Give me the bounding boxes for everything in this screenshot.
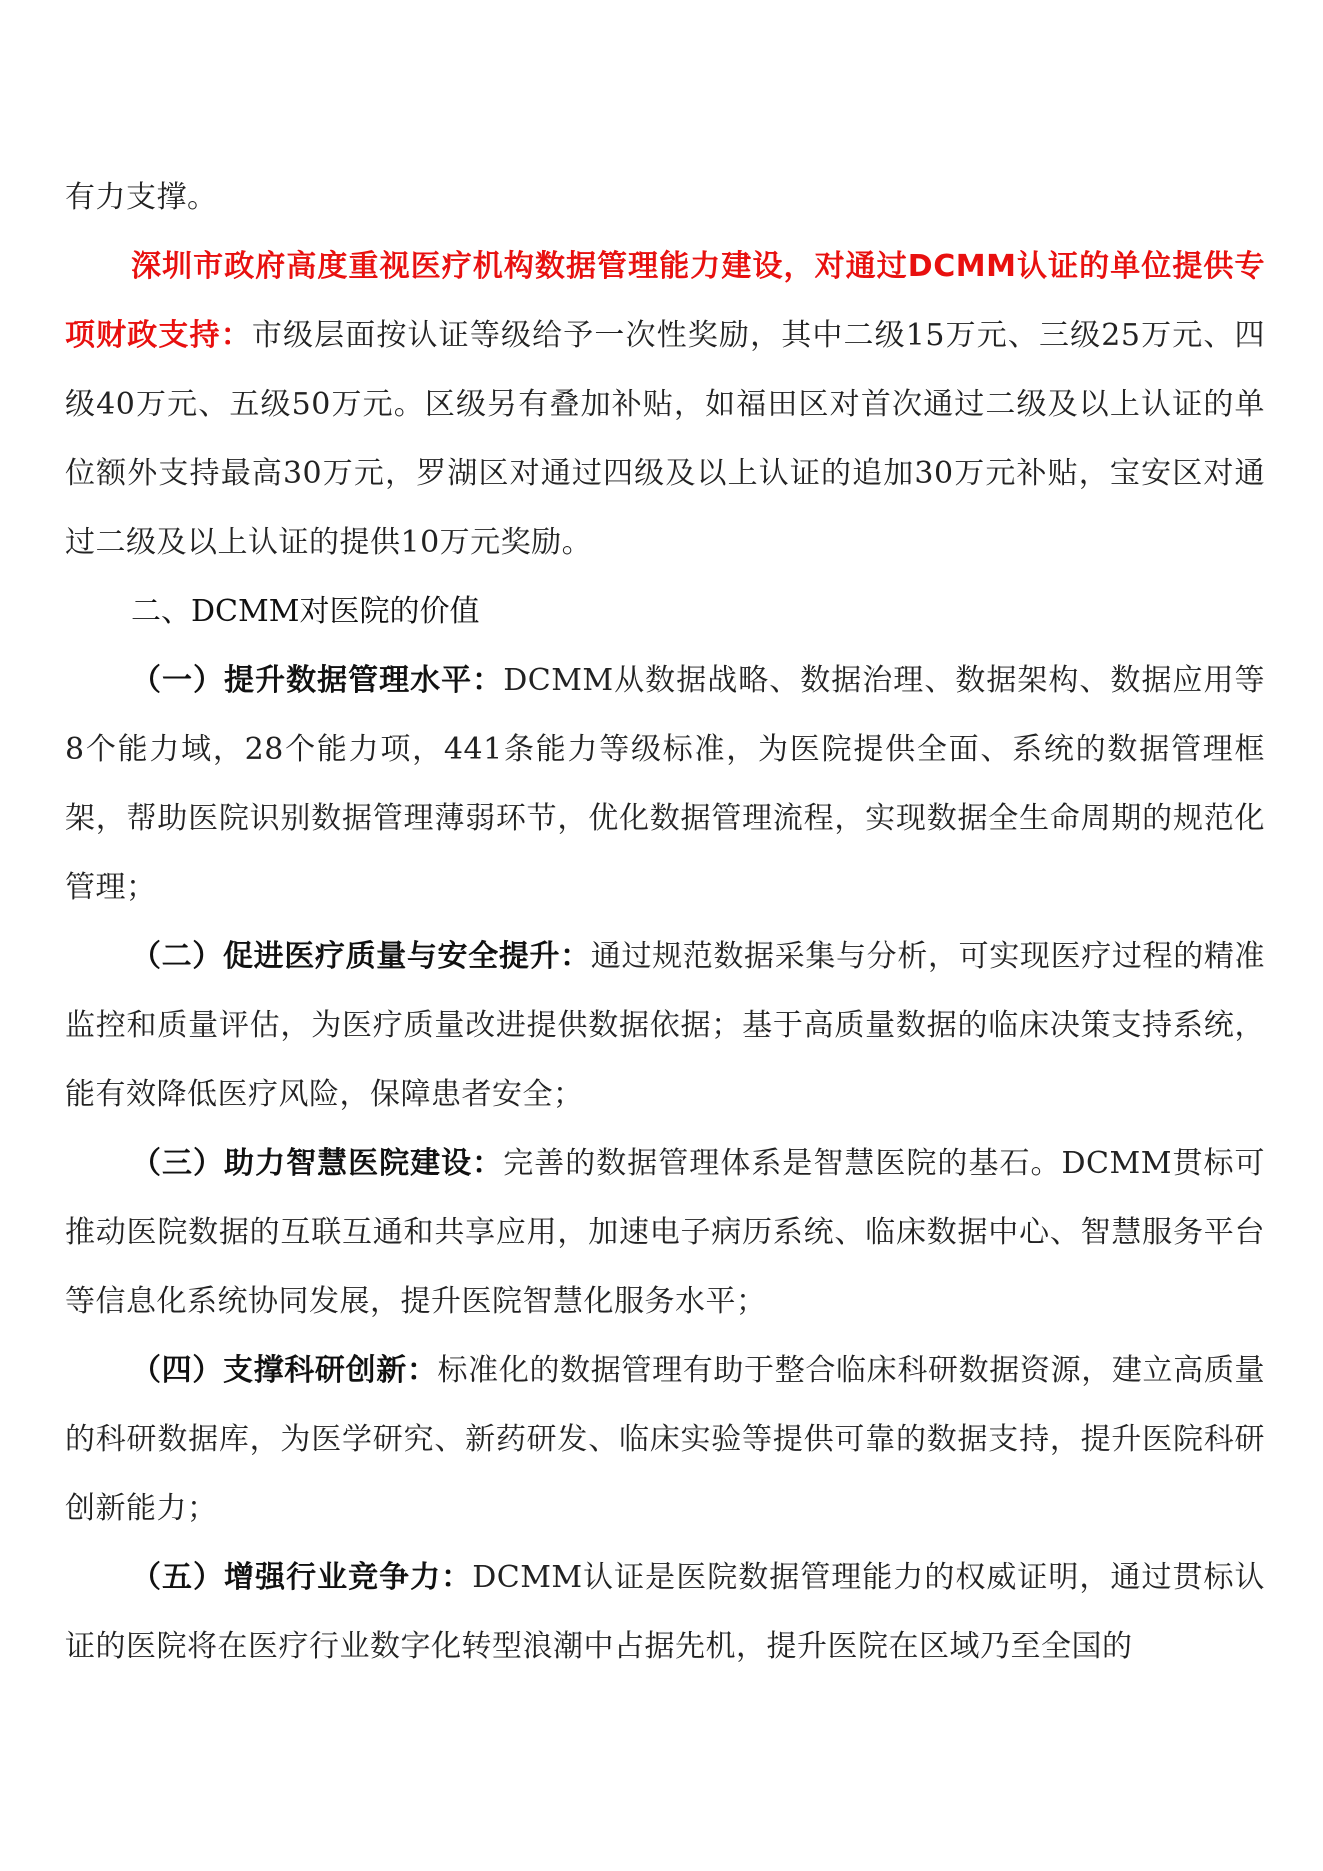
highlighted-lead-sentence: 深圳市政府高度重视医疗机构数据管理能力建设，对通过DCMM认证的单位提供专项财政支持：	[65, 249, 1265, 353]
value-item-2	[65, 922, 1265, 1129]
item-text: DCMM认证是医院数据管理能力的权威证明，通过贯标认证的医院将在医疗行业数字化转型浪潮中占据先机，提升医院在区域乃至全国的	[65, 1560, 1265, 1664]
paragraph-text: 市级层面按认证等级给予一次性奖励，其中二级15万元、三级25万元、四级40万元、五级50万元。区级另有叠加补贴，如福田区对首次通过二级及以上认证的单位额外支持最高30万元，罗湖区对通过四级及以上认证的追加30万元补贴，宝安区对通过二级及以上认证的提供10万元奖励。	[65, 318, 1265, 560]
item-lead: （四）支撑科研创新：	[131, 1353, 438, 1388]
item-lead: （五）增强行业竞争力：	[131, 1560, 473, 1595]
value-item-5	[65, 1543, 1265, 1681]
item-lead: （二）促进医疗质量与安全提升：	[131, 939, 591, 974]
value-item-3	[65, 1129, 1265, 1336]
item-text: 通过规范数据采集与分析，可实现医疗过程的精准监控和质量评估，为医疗质量改进提供数据依据；基于高质量数据的临床决策支持系统，能有效降低医疗风险，保障患者安全；	[65, 939, 1266, 1112]
value-item-1	[65, 646, 1265, 922]
item-lead: （一）提升数据管理水平：	[131, 663, 504, 698]
item-text: 标准化的数据管理有助于整合临床科研数据资源，建立高质量的科研数据库，为医学研究、新药研发、临床实验等提供可靠的数据支持，提升医院科研创新能力；	[65, 1353, 1266, 1526]
document-body	[65, 163, 1265, 1681]
paragraph-continuation	[65, 163, 1265, 232]
item-text: DCMM从数据战略、数据治理、数据架构、数据应用等8个能力域，28个能力项，441条能力等级标准，为医院提供全面、系统的数据管理框架，帮助医院识别数据管理薄弱环节，优化数据管理流程，实现数据全生命周期的规范化管理；	[65, 663, 1265, 905]
paragraph-funding-support	[65, 232, 1265, 577]
item-text: 完善的数据管理体系是智慧医院的基石。DCMM贯标可推动医院数据的互联互通和共享应用，加速电子病历系统、临床数据中心、智慧服务平台等信息化系统协同发展，提升医院智慧化服务水平；	[65, 1146, 1265, 1319]
section-heading: 二、DCMM对医院的价值	[131, 594, 480, 629]
item-lead: （三）助力智慧医院建设：	[131, 1146, 504, 1181]
paragraph-text: 有力支撑。	[65, 180, 218, 215]
value-item-4	[65, 1336, 1265, 1543]
